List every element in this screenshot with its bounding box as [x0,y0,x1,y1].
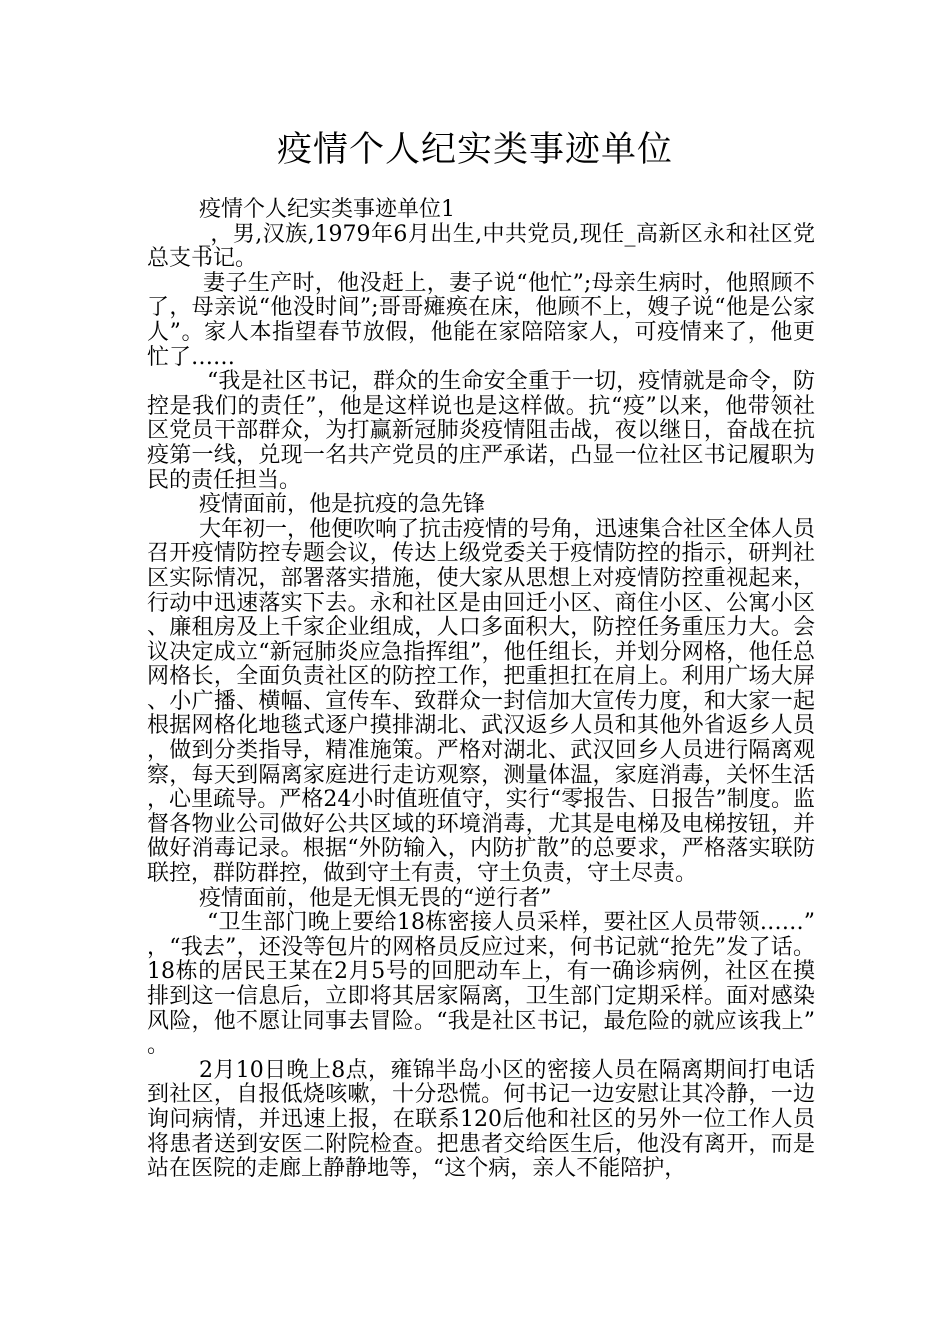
paragraph-vanguard: 大年初一，他便吹响了抗击疫情的号角，迅速集合社区全体人员召开疫情防控专题会议，传达上级党委关于疫情防控的指示，研判社区实际情况，部署落实措施，使大家从思想上对疫情防控重视起来，行动中迅速落实下去。永和社区是由回迁小区、商住小区、公寓小区、廉租房及上千家企业组成，人口多面积大，防控任务重压力大。会议决定成立“新冠肺炎应急指挥组”，他任组长，并划分网格，他任总网格长，全面负责社区的防控工作，把重担扛在肩上。利用广场大屏、小广播、横幅、宣传车、致群众一封信加大宣传力度，和大家一起根据网格化地毯式逐户摸排湖北、武汉返乡人员和其他外省返乡人员，做到分类指导，精准施策。严格对湖北、武汉回乡人员进行隔离观察，每天到隔离家庭进行走访观察，测量体温，家庭消毒，关怀生活，心里疏导。严格24小时值班值守，实行“零报告、日报告”制度。监督各物业公司做好公共区域的环境消毒，尤其是电梯及电梯按钮，并做好消毒记录。根据“外防输入，内防扩散”的总要求，严格落实联防联控，群防群控，做到守土有责，守土负责，守土尽责。 [147,516,816,887]
section-heading-retrograde: 疫情面前，他是无惧无畏的“逆行者” [199,885,552,911]
document-title: 疫情个人纪实类事迹单位 [276,130,673,170]
paragraph-family: 妻子生产时，他没赶上，妻子说“他忙”;母亲生病时，他照顾不了，母亲说“他没时间”;哥哥瘫痪在床，他顾不上，嫂子说“他是公家人”。家人本指望春节放假，他能在家陪陪家人，可疫情来了，他更忙了…… [147,270,815,370]
section-heading-vanguard: 疫情面前，他是抗疫的急先锋 [199,492,486,518]
paragraph-intro: _，男,汉族,1979年6月出生,中共党员,现任_高新区永和社区党总支书记。 [147,221,815,272]
paragraph-sampling: “卫生部门晚上要给18栋密接人员采样，要社区人员带领……”，“我去”，还没等包片的网格员反应过来，何书记就“抢先”发了话。18栋的居民王某在2月5号的回肥动车上，有一确诊病例，社区在摸排到这一信息后，立即将其居家隔离，卫生部门定期采样。面对感染风险，他不愿让同事去冒险。“我是社区书记，最危险的就应该我上”。 [147,910,815,1059]
document-body [147,198,815,1182]
paragraph-hospital: 2月10日晚上8点，雍锦半岛小区的密接人员在隔离期间打电话到社区，自报低烧咳嗽，十分恐慌。何书记一边安慰让其冷静，一边询问病情，并迅速上报，在联系120后他和社区的另外一位工作人员将患者送到安医二附院检查。把患者交给医生后，他没有离开，而是站在医院的走廊上静静地等，“这个病，亲人不能陪护， [147,1057,815,1182]
paragraph-quote: “我是社区书记，群众的生命安全重于一切，疫情就是命令，防控是我们的责任”，他是这样说也是这样做。抗“疫”以来，他带领社区党员干部群众，为打赢新冠肺炎疫情阻击战，夜以继日，奋战在抗疫第一线，兑现一名共产党员的庄严承诺，凸显一位社区书记履职为民的责任担当。 [147,369,815,493]
paragraph-subtitle: 疫情个人纪实类事迹单位1 [199,197,455,222]
